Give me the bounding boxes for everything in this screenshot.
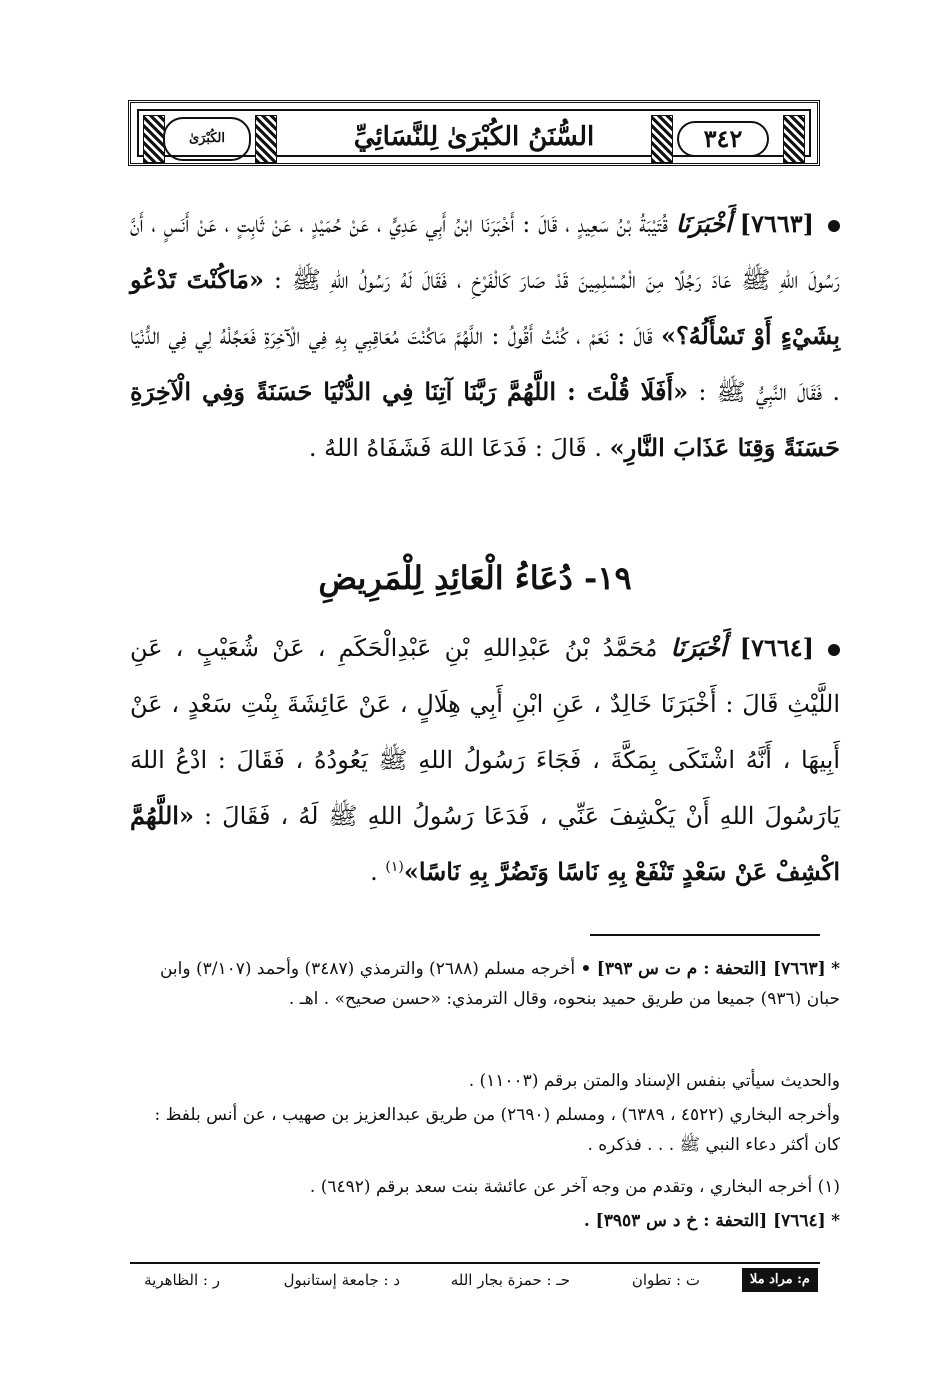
book-logo: الكُبْرَىٰ (163, 117, 251, 161)
footnote-divider (590, 934, 820, 936)
tuhfa-ref: [٧٦٦٣] [التحفة : م ت س ٣٩٣] (596, 959, 826, 979)
hadith-text: مُحَمَّدُ بْنُ عَبْدِاللهِ بْنِ عَبْدِالْحَكَمِ ، عَنْ شُعَيْبٍ ، عَنِ اللَّيْثِ قَالَ : أَخْبَرَنَا خَالِدٌ ، عَنِ ابْنِ أَبِي هِلَالٍ ، عَنْ عَائِشَةَ بِنْتِ سَعْدٍ ، عَنْ أَبِيهَا ، أَنَّهُ اشْتَكَى بِمَكَّةَ ، فَجَاءَ رَسُولُ اللهِ ﷺ يَعُودُهُ ، فَقَالَ : ادْعُ اللهَ يَارَسُولَ اللهِ أَنْ يَكْشِفَ عَنِّي ، فَدَعَا رَسُولُ اللهِ ﷺ لَهُ ، فَقَالَ : (130, 634, 840, 830)
page-header (128, 100, 820, 166)
footnote-7664 (130, 1206, 840, 1236)
manuscript-sigla (130, 1268, 820, 1296)
siglum-d: د : جامعة إستانبول (283, 1271, 400, 1289)
star-icon: * (831, 959, 840, 979)
footnote-7663 (130, 954, 840, 1014)
prophetic-quote: «أَفَلَا قُلْتَ : اللَّهُمَّ رَبَّنَا آتِنَا فِي الدُّنْيَا حَسَنَةً وَفِي الْآخِرَةِ حَسَنَةً وَقِنَا عَذَابَ النَّارِ» (130, 377, 840, 462)
header-frame (137, 109, 811, 157)
ornament-icon (783, 115, 805, 163)
star-icon: * (831, 1211, 840, 1231)
hadith-7663 (130, 196, 840, 476)
footnote-ref[interactable]: (١) (385, 859, 404, 875)
siglum-h: حـ : حمزة بجار الله (450, 1271, 570, 1289)
section-title: ١٩- دُعَاءُ الْعَائِدِ لِلْمَرِيضِ (318, 559, 632, 597)
hadith-opening: أَخْبَرَنَا (675, 209, 732, 238)
hadith-text: . (370, 858, 378, 886)
bullet-icon (828, 644, 840, 656)
bottom-divider (130, 1262, 820, 1264)
ornament-icon (651, 115, 673, 163)
hadith-opening: أَخْبَرَنَا (670, 633, 727, 662)
siglum-t: ت : تطوان (631, 1271, 700, 1289)
hadith-number: [٧٦٦٣] (739, 209, 814, 238)
bullet-icon (828, 220, 840, 232)
hadith-7664 (130, 620, 840, 900)
tuhfa-ref: [٧٦٦٤] [التحفة : خ د س ٣٩٥٣] . (583, 1211, 826, 1231)
prophetic-quote: «اللَّهُمَّ اكْشِفْ عَنْ سَعْدٍ تَنْفَعْ بِهِ نَاسًا وَتَضُرَّ بِهِ نَاسًا» (130, 801, 840, 886)
hadith-text: قُتَيْبَةُ بْنُ سَعِيدٍ ، قَالَ : أَخْبَرَنَا ابْنُ أَبِي عَدِيٍّ ، عَنْ حُمَيْدٍ ، عَنْ ثَابِتٍ ، عَنْ أَنَسٍ ، أَنَّ رَسُولَ اللهِ ﷺ عَادَ رَجُلًا مِنَ الْمُسْلِمِينَ قَدْ صَارَ كَالْفَرْخِ ، فَقَالَ لَهُ رَسُولُ اللهِ ﷺ : (130, 210, 840, 294)
siglum-r: ر : الظاهرية (144, 1271, 220, 1289)
footnote-text: أخرجه مسلم (٢٦٨٨) والترمذي (٣٤٨٧) وأحمد (٣/١٠٧) وابن حبان (٩٣٦) جميعا من طريق حميد بنحوه، وقال الترمذي: «حسن صحيح» . اهـ . (159, 959, 840, 1009)
page-number: ٣٤٢ (677, 121, 769, 157)
prophetic-quote: «مَاكُنْتَ تَدْعُو بِشَيْءٍ أَوْ تَسْأَلُهُ؟» (130, 265, 841, 350)
ornament-icon (255, 115, 277, 163)
siglum-badge: م: مراد ملا (742, 1268, 818, 1292)
hadith-text: . قَالَ : فَدَعَا اللهَ فَشَفَاهُ اللهُ . (308, 434, 603, 462)
ornament-icon (143, 115, 165, 163)
footnote-line: وأخرجه البخاري (٤٥٢٢ ، ٦٣٨٩) ، ومسلم (٢٦٩٠) من طريق عبدالعزيز بن صهيب ، عن أنس بلفظ : كان أكثر دعاء النبي ﷺ . . . فذكره . (154, 1105, 840, 1155)
dot-icon: • (580, 959, 592, 979)
running-title: السُّنَنُ الكُبْرَىٰ لِلنَّسَائِيِّ (353, 122, 595, 152)
hadith-text: قَالَ : نَعَمْ ، كُنْتُ أَقُولُ : اللَّهُمَّ مَاكُنْتَ مُعَاقِبِي بِهِ فِي الْآخِرَةِ فَعَجِّلْهُ لِي فِي الدُّنْيَا . فَقَالَ النَّبِيُّ ﷺ : (130, 322, 840, 406)
hadith-number: [٧٦٦٤] (739, 633, 814, 662)
footnote-line: والحديث سيأتي بنفس الإسناد والمتن برقم (١١٠٠٣) . (468, 1071, 840, 1091)
footnote-1: (١) أخرجه البخاري ، وتقدم من وجه آخر عن عائشة بنت سعد برقم (٦٤٩٢) . (309, 1177, 840, 1197)
